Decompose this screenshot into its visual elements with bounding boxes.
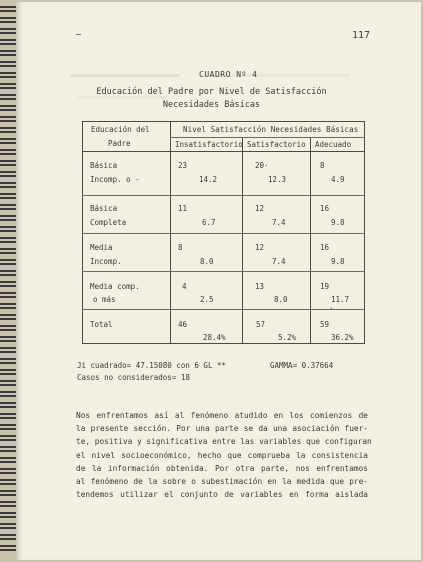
row-label: Media comp. [90, 282, 140, 291]
cell-percent: 7.4 [272, 218, 286, 227]
paragraph-line: la presente sección. Por una parte se da una asociación fuer- [76, 424, 368, 434]
row-label: o más [93, 295, 116, 304]
cell-count: 16 [320, 204, 330, 213]
table-row-rule [82, 271, 365, 272]
cell-count: 57 [256, 320, 266, 329]
cell-count: 19 [320, 282, 330, 291]
cell-percent: 5.2% [278, 333, 297, 342]
column-header: Insatisfactorio [175, 140, 243, 149]
page-number: 117 [352, 30, 371, 41]
cell-percent: 9.8 [331, 257, 345, 266]
cell-count: 13 [255, 282, 265, 291]
table-header-rule [82, 151, 365, 152]
cell-percent: 4.9 [331, 175, 345, 184]
cell-percent: 8.0 [200, 257, 214, 266]
table-label: CUADRO Nº 4 [199, 70, 258, 79]
row-label: Total [90, 320, 113, 329]
column-header: Satisfactorio [247, 140, 306, 149]
tick-mark: · [329, 304, 334, 313]
table-subtitle: Necesidades Básicas [162, 100, 261, 110]
column-group-header: Nivel Satisfacción Necesidades Básicas [183, 125, 359, 134]
paragraph-line: el nivel socioeconómico, hecho que comprueba la consistencia [76, 450, 368, 460]
cell-count: 46 [178, 320, 188, 329]
cell-percent: 8.0 [274, 295, 288, 304]
paragraph-line: tendemos utilizar el conjunto de variables en forma aislada [76, 490, 368, 500]
cell-count: 12 [255, 243, 265, 252]
paragraph-line: de la información obtenida. Por otra parte, nos enfrentamos [76, 463, 368, 473]
cell-count: 4 [182, 282, 187, 291]
table-row-rule [82, 233, 365, 234]
cell-count: 23 [178, 161, 188, 170]
stray-mark [76, 34, 81, 35]
table-row-rule [82, 195, 365, 196]
cell-count: 20· [255, 161, 269, 170]
cell-count: 8 [178, 243, 183, 252]
cell-percent: 28.4% [203, 333, 226, 342]
cell-count: 11 [178, 204, 188, 213]
row-label: Media [90, 243, 113, 252]
cell-percent: 2.5 [200, 295, 214, 304]
table-border-top [82, 121, 365, 122]
table-divider [310, 137, 311, 343]
table-divider [242, 137, 243, 343]
cell-count: 59 [320, 320, 330, 329]
chi-square-stat: Ji cuadrado= 47.15080 con 6 GL ** [77, 361, 227, 370]
row-label: Básica [90, 204, 118, 213]
cell-percent: 14.2 [199, 175, 218, 184]
cell-percent: 11.7 [331, 295, 350, 304]
table-row-rule [82, 309, 365, 310]
cell-count: 8 [320, 161, 325, 170]
row-header-label: Padre [108, 139, 131, 148]
cell-count: 16 [320, 243, 330, 252]
row-label: Completa [90, 218, 127, 227]
cell-percent: 6.7 [202, 218, 216, 227]
cell-count: 12 [255, 204, 265, 213]
gamma-stat: GAMMA= 0.37664 [270, 361, 334, 370]
table-divider [170, 137, 365, 138]
row-header-label: Educación del [91, 125, 150, 134]
cell-percent: 9.8 [331, 218, 345, 227]
cell-percent: 12.3 [268, 175, 287, 184]
paragraph-line: al fenómeno de la sobre o subestimación en la medida que pre- [76, 477, 368, 487]
cell-percent: 7.4 [272, 257, 286, 266]
table-title: Educación del Padre por Nivel de Satisfacción [96, 87, 327, 97]
paragraph-line: Nos enfrentamos así al fenómeno atudido en los comienzos de [76, 411, 368, 420]
row-label: Básica [90, 161, 118, 170]
row-label: Incomp. o - [90, 175, 140, 184]
paragraph-line: te, positiva y significativa entre las variables que configuran [76, 437, 372, 447]
bleed-through-line [70, 74, 180, 77]
cases-excluded-stat: Casos no considerados= 18 [77, 373, 190, 382]
table-border-bottom [82, 343, 365, 344]
column-header: Adecuado [315, 140, 352, 149]
body-paragraph [76, 409, 372, 501]
row-label: Incomp. [90, 257, 122, 266]
cell-percent: 36.2% [331, 333, 354, 342]
